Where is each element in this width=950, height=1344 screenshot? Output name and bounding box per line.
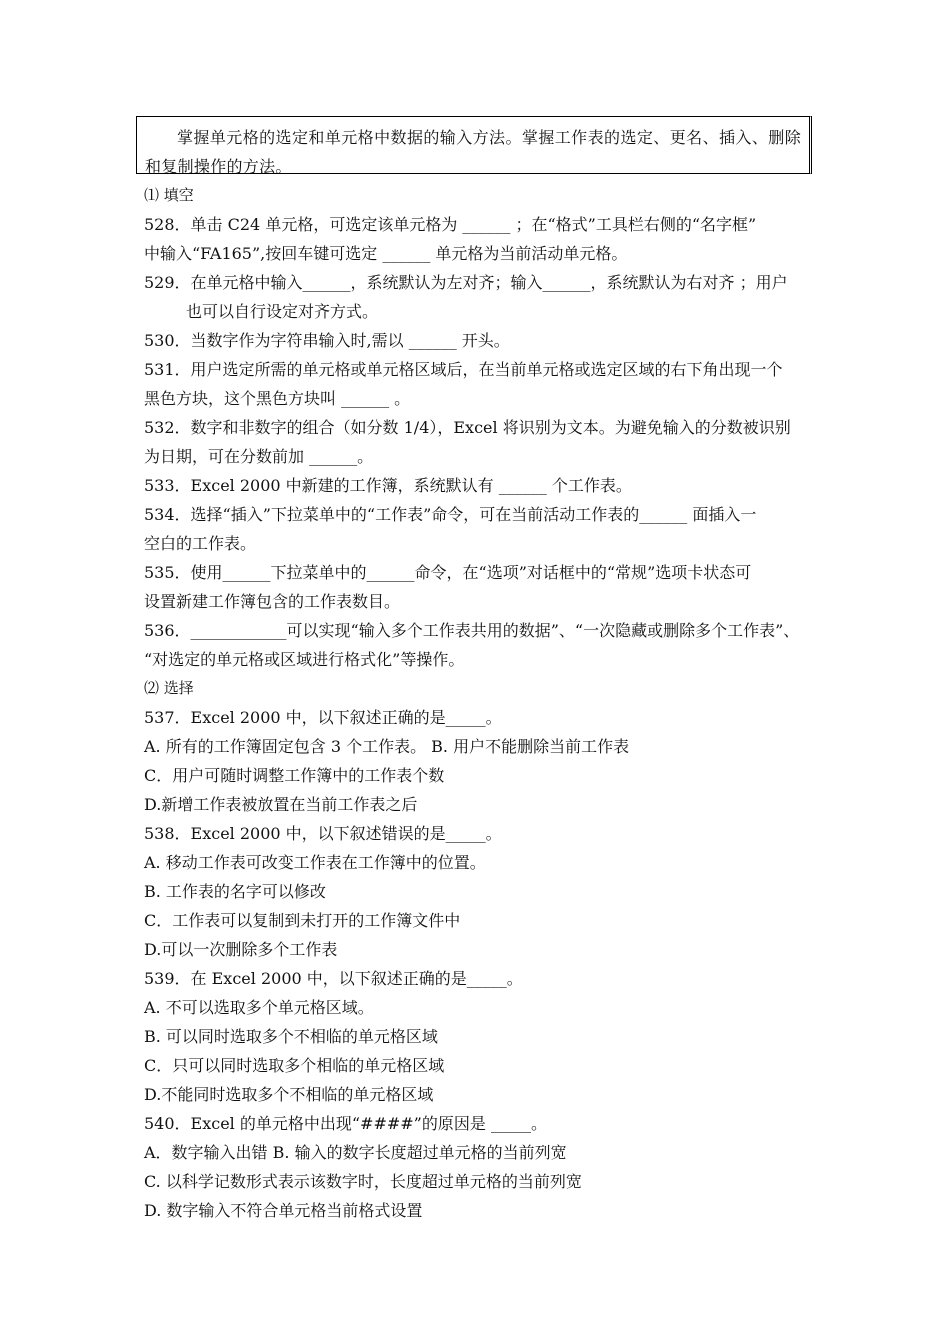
question-line: 538．Excel 2000 中，以下叙述错误的是_____。 [144,824,502,843]
question-continuation: 中输入“FA165”,按回车键可选定 ______ 单元格为当前活动单元格。 [144,244,628,263]
answer-option: A. 所有的工作簿固定包含 3 个工作表。 B. 用户不能删除当前工作表 [144,737,630,756]
question-line: 540．Excel 的单元格中出现“####”的原因是 _____。 [144,1114,547,1133]
question-continuation: 也可以自行设定对齐方式。 [186,302,379,321]
objectives-text: 掌握单元格的选定和单元格中数据的输入方法。掌握工作表的选定、更名、插入、删除和复制操作的方法。 [145,128,801,176]
question-continuation: 设置新建工作簿包含的工作表数目。 [144,592,401,611]
question-list [144,181,810,1225]
answer-option: B. 可以同时选取多个不相临的单元格区域 [144,1027,438,1046]
section-heading: ⑵ 选择 [144,679,194,697]
answer-option: D.不能同时选取多个不相临的单元格区域 [144,1085,434,1104]
answer-option: A. 不可以选取多个单元格区域。 [144,998,374,1017]
question-line: 539．在 Excel 2000 中，以下叙述正确的是_____。 [144,969,523,988]
question-line: 534．选择“插入”下拉菜单中的“工作表”命令，可在当前活动工作表的______ 面插入一 [144,505,757,524]
answer-option: C．工作表可以复制到未打开的工作簿文件中 [144,911,461,930]
answer-option: B. 工作表的名字可以修改 [144,882,326,901]
question-continuation: 黑色方块，这个黑色方块叫 ______ 。 [144,389,411,408]
answer-option: D. 数字输入不符合单元格当前格式设置 [144,1201,423,1220]
answer-option: C. 以科学记数形式表示该数字时，长度超过单元格的当前列宽 [144,1172,582,1191]
question-line: 535．使用______下拉菜单中的______命令，在“选项”对话框中的“常规”选项卡状态可 [144,563,752,582]
question-continuation: 空白的工作表。 [144,534,257,553]
answer-option: A. 移动工作表可改变工作表在工作簿中的位置。 [144,853,486,872]
question-line: 537．Excel 2000 中，以下叙述正确的是_____。 [144,708,502,727]
question-line: 528．单击 C24 单元格，可选定该单元格为 ______ ；在“格式”工具栏右侧的“名字框” [144,215,757,234]
answer-option: D.新增工作表被放置在当前工作表之后 [144,795,418,814]
question-line: 533．Excel 2000 中新建的工作簿，系统默认有 ______ 个工作表。 [144,476,632,495]
answer-option: C．只可以同时选取多个相临的单元格区域 [144,1056,445,1075]
question-line: 536．____________可以实现“输入多个工作表共用的数据”、“一次隐藏或删除多个工作表”、 [144,621,800,640]
question-continuation: 为日期，可在分数前加 ______。 [144,447,374,466]
question-line: 530．当数字作为字符串输入时,需以 ______ 开头。 [144,331,510,350]
question-continuation: “对选定的单元格或区域进行格式化”等操作。 [144,650,465,669]
objectives-box [136,116,812,174]
answer-option: D.可以一次删除多个工作表 [144,940,338,959]
question-line: 532．数字和非数字的组合（如分数 1/4），Excel 将识别为文本。为避免输入的分数被识别 [144,418,791,437]
answer-option: A．数字输入出错 B. 输入的数字长度超过单元格的当前列宽 [144,1143,567,1162]
section-heading: ⑴ 填空 [144,186,194,204]
answer-option: C．用户可随时调整工作簿中的工作表个数 [144,766,445,785]
question-line: 529．在单元格中输入______，系统默认为左对齐；输入______，系统默认为右对齐 ；用户 [144,273,788,292]
question-line: 531．用户选定所需的单元格或单元格区域后，在当前单元格或选定区域的右下角出现一个 [144,360,783,379]
